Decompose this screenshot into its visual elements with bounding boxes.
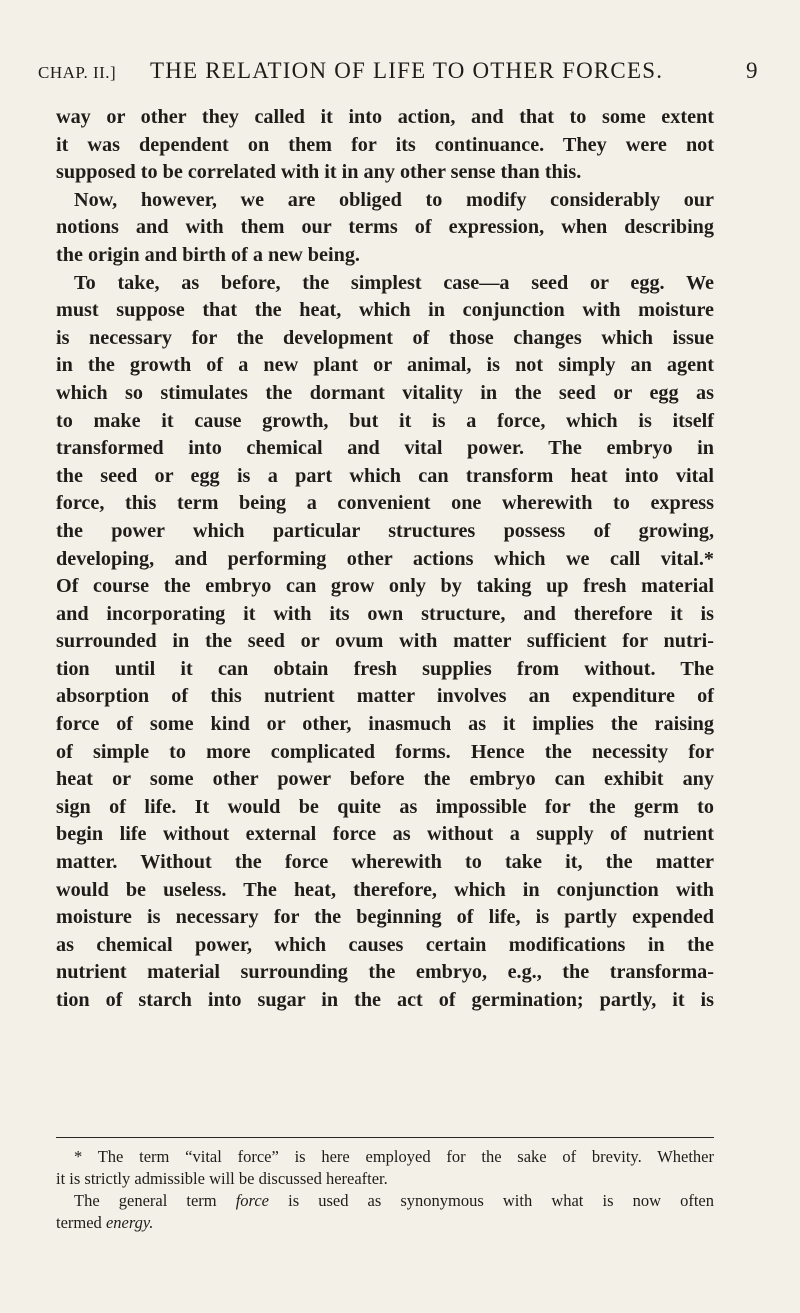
footnote-line: it is strictly admissible will be discussed hereafter. (56, 1169, 388, 1188)
running-title: THE RELATION OF LIFE TO OTHER FORCES. (150, 58, 664, 83)
footnote-2-line-2: termed energy. (56, 1213, 154, 1232)
page-number: 9 (746, 58, 758, 83)
text-line: to make it cause growth, but it is a force, which is itself (56, 409, 714, 432)
footnote-rule (56, 1137, 714, 1138)
text-line: the seed or egg is a part which can transform heat into vital (56, 464, 714, 487)
text-line: of simple to more complicated forms. Hence the necessity for (56, 740, 714, 763)
text-line: Of course the embryo can grow only by taking up fresh material (56, 575, 714, 598)
text-line: notions and with them our terms of expression, when describing (56, 216, 714, 239)
text-line: force, this term being a convenient one wherewith to express (56, 492, 714, 515)
text-line: and incorporating it with its own structure, and therefore it is (56, 602, 714, 625)
text-line: surrounded in the seed or ovum with matter sufficient for nutri- (56, 630, 714, 653)
text-line: transformed into chemical and vital power. The embryo in (56, 437, 714, 460)
footnote-line: * The term “vital force” is here employed for the sake of brevity. Whether (74, 1147, 714, 1166)
text-line: supposed to be correlated with it in any other sense than this. (56, 161, 582, 184)
chapter-marker: CHAP. II.] (38, 63, 117, 82)
text-line: the origin and birth of a new being. (56, 243, 360, 266)
text-line: Now, however, we are obliged to modify considerably our (74, 188, 714, 211)
text-line: force of some kind or other, inasmuch as it implies the raising (56, 713, 714, 736)
text-line: To take, as before, the simplest case—a seed or egg. We (74, 271, 714, 294)
text-line: which so stimulates the dormant vitality in the seed or egg as (56, 381, 714, 404)
text-line: nutrient material surrounding the embryo, e.g., the transforma- (56, 961, 714, 984)
body-text (56, 104, 714, 1015)
text-line: as chemical power, which causes certain modifications in the (56, 933, 714, 956)
footnotes (56, 1146, 714, 1234)
text-line: sign of life. It would be quite as impossible for the germ to (56, 795, 714, 818)
text-line: begin life without external force as without a supply of nutrient (56, 823, 714, 846)
text-line: must suppose that the heat, which in conjunction with moisture (56, 299, 714, 322)
footnote-2-line-1: The general term force is used as synonymous with what is now often (74, 1191, 714, 1210)
text-line: would be useless. The heat, therefore, which in conjunction with (56, 878, 714, 901)
text-line: tion until it can obtain fresh supplies from without. The (56, 657, 714, 680)
text-line: developing, and performing other actions which we call vital.* (56, 547, 714, 570)
text-line: absorption of this nutrient matter involves an expenditure of (56, 685, 714, 708)
text-line: moisture is necessary for the beginning of life, is partly expended (56, 906, 714, 929)
italic-term-energy: energy. (105, 1213, 154, 1232)
text-line: in the growth of a new plant or animal, is not simply an agent (56, 354, 714, 377)
text-line: way or other they called it into action, and that to some extent (56, 106, 714, 128)
text-line: it was dependent on them for its continuance. They were not (56, 133, 714, 156)
text-line: tion of starch into sugar in the act of germination; partly, it is (56, 989, 714, 1011)
running-header (38, 58, 758, 92)
footnote-1 (56, 1146, 714, 1190)
text-line: matter. Without the force wherewith to take it, the matter (56, 851, 714, 874)
italic-term-force: force (235, 1191, 270, 1210)
text-line: is necessary for the development of those changes which issue (56, 326, 714, 349)
text-line: heat or some other power before the embryo can exhibit any (56, 768, 714, 791)
text-line: the power which particular structures possess of growing, (56, 519, 714, 542)
